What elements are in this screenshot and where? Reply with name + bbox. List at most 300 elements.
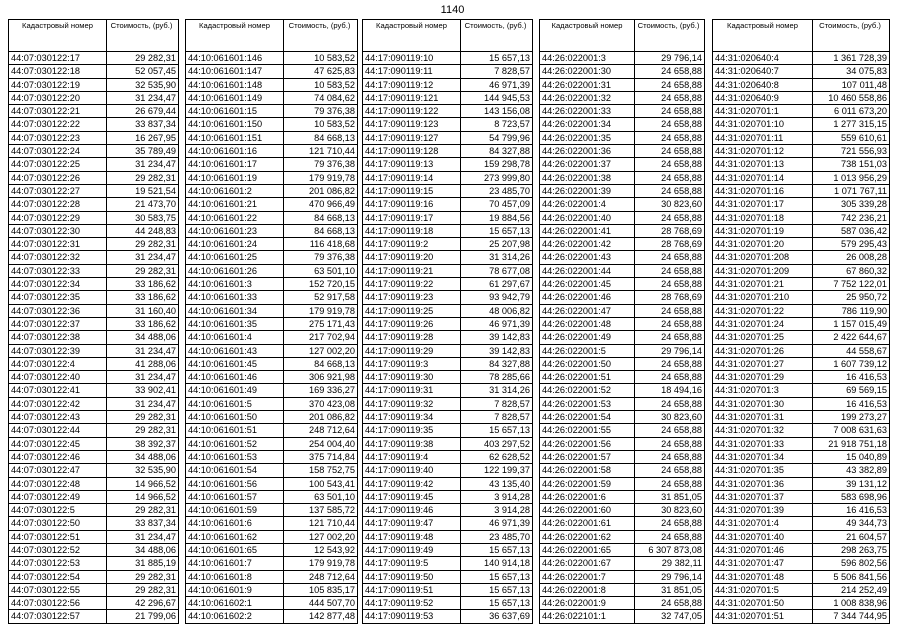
cadastral-number-cell: 44:17:090119:4 — [363, 450, 461, 463]
table-row — [186, 397, 358, 410]
value-cell: 298 263,75 — [813, 543, 890, 556]
table-row — [713, 384, 890, 397]
table-row — [186, 437, 358, 450]
table-row — [9, 171, 179, 184]
table-row — [713, 597, 890, 610]
value-cell: 444 507,70 — [284, 597, 358, 610]
table-row — [9, 424, 179, 437]
table-row — [186, 65, 358, 78]
cadastral-number-cell: 44:31:020701:51 — [713, 610, 813, 623]
cadastral-number-cell: 44:31:020701:11 — [713, 131, 813, 144]
value-cell: 16 267,95 — [107, 131, 179, 144]
value-cell: 248 712,64 — [284, 570, 358, 583]
table-row — [186, 504, 358, 517]
table-row — [9, 597, 179, 610]
value-cell: 28 768,69 — [635, 238, 705, 251]
value-cell: 79 376,38 — [284, 251, 358, 264]
table-row — [9, 477, 179, 490]
table-row — [186, 331, 358, 344]
table-row — [713, 371, 890, 384]
value-cell: 19 884,56 — [461, 211, 533, 224]
value-cell: 48 006,82 — [461, 304, 533, 317]
value-cell: 29 796,14 — [635, 570, 705, 583]
cadastral-number-cell: 44:17:090119:50 — [363, 570, 461, 583]
table-row — [186, 145, 358, 158]
cadastral-number-cell: 44:17:090119:42 — [363, 477, 461, 490]
table-row — [713, 517, 890, 530]
cadastral-table-5 — [712, 19, 890, 624]
table-row — [186, 583, 358, 596]
cadastral-number-cell: 44:07:030122:57 — [9, 610, 107, 623]
cadastral-number-cell: 44:10:061601:4 — [186, 331, 284, 344]
table-row — [9, 198, 179, 211]
table-row — [363, 264, 533, 277]
table-row — [713, 251, 890, 264]
cadastral-number-cell: 44:26:022001:37 — [540, 158, 635, 171]
cadastral-number-cell: 44:26:022001:38 — [540, 171, 635, 184]
table-row — [9, 610, 179, 623]
cadastral-number-cell: 44:31:020701:3 — [713, 384, 813, 397]
cadastral-number-cell: 44:10:061601:23 — [186, 224, 284, 237]
column-header-value: Стоимость, (руб.) — [284, 20, 358, 52]
table-row — [540, 371, 705, 384]
table-row — [186, 158, 358, 171]
table-row — [363, 304, 533, 317]
table-row — [363, 437, 533, 450]
value-cell: 470 966,49 — [284, 198, 358, 211]
value-cell: 15 657,13 — [461, 543, 533, 556]
cadastral-table-2 — [185, 19, 358, 624]
value-cell: 39 142,83 — [461, 344, 533, 357]
table-row — [9, 278, 179, 291]
cadastral-number-cell: 44:17:090119:28 — [363, 331, 461, 344]
cadastral-number-cell: 44:26:022001:52 — [540, 384, 635, 397]
value-cell: 6 307 873,08 — [635, 543, 705, 556]
cadastral-number-cell: 44:07:030122:18 — [9, 65, 107, 78]
table-row — [713, 464, 890, 477]
value-cell: 127 002,20 — [284, 530, 358, 543]
cadastral-number-cell: 44:31:020701:48 — [713, 570, 813, 583]
cadastral-number-cell: 44:07:030122:53 — [9, 557, 107, 570]
value-cell: 34 488,06 — [107, 543, 179, 556]
cadastral-number-cell: 44:10:061601:53 — [186, 450, 284, 463]
value-cell: 3 914,28 — [461, 490, 533, 503]
value-cell: 46 971,39 — [461, 517, 533, 530]
cadastral-number-cell: 44:07:030122:31 — [9, 238, 107, 251]
value-cell: 375 714,84 — [284, 450, 358, 463]
table-row — [713, 184, 890, 197]
table-row — [713, 171, 890, 184]
table-header-row — [363, 20, 533, 52]
cadastral-number-cell: 44:17:090119:22 — [363, 278, 461, 291]
cadastral-number-cell: 44:10:061601:150 — [186, 118, 284, 131]
cadastral-number-cell: 44:10:061602:1 — [186, 597, 284, 610]
cadastral-number-cell: 44:31:020701:27 — [713, 357, 813, 370]
cadastral-number-cell: 44:31:020701:35 — [713, 464, 813, 477]
value-cell: 84 327,88 — [461, 145, 533, 158]
table-row — [9, 224, 179, 237]
cadastral-number-cell: 44:10:061601:34 — [186, 304, 284, 317]
cadastral-number-cell: 44:31:020701:16 — [713, 184, 813, 197]
cadastral-table-3 — [362, 19, 533, 624]
value-cell: 29 282,31 — [107, 424, 179, 437]
cadastral-number-cell: 44:31:020701:21 — [713, 278, 813, 291]
table-header-row — [540, 20, 705, 52]
cadastral-number-cell: 44:26:022001:67 — [540, 557, 635, 570]
cadastral-number-cell: 44:26:022001:36 — [540, 145, 635, 158]
table-row — [186, 557, 358, 570]
cadastral-number-cell: 44:26:022001:47 — [540, 304, 635, 317]
table-row — [9, 78, 179, 91]
column-header-cadastral-number: Кадастровый номер — [713, 20, 813, 52]
cadastral-number-cell: 44:10:061601:149 — [186, 91, 284, 104]
cadastral-number-cell: 44:10:061601:148 — [186, 78, 284, 91]
table-row — [9, 357, 179, 370]
cadastral-number-cell: 44:17:090119:46 — [363, 504, 461, 517]
value-cell: 24 658,88 — [635, 357, 705, 370]
table-row — [540, 397, 705, 410]
value-cell: 31 234,47 — [107, 371, 179, 384]
table-row — [9, 411, 179, 424]
table-row — [186, 424, 358, 437]
cadastral-number-cell: 44:10:061601:59 — [186, 504, 284, 517]
cadastral-number-cell: 44:17:090119:53 — [363, 610, 461, 623]
value-cell: 52 057,45 — [107, 65, 179, 78]
value-cell: 29 282,31 — [107, 411, 179, 424]
table-row — [363, 371, 533, 384]
cadastral-number-cell: 44:31:020640:7 — [713, 65, 813, 78]
value-cell: 42 296,67 — [107, 597, 179, 610]
cadastral-number-cell: 44:07:030122:54 — [9, 570, 107, 583]
table-row — [186, 78, 358, 91]
value-cell: 10 583,52 — [284, 78, 358, 91]
value-cell: 16 416,53 — [813, 397, 890, 410]
table-row — [363, 517, 533, 530]
table-row — [540, 504, 705, 517]
table-row — [363, 171, 533, 184]
table-row — [9, 490, 179, 503]
value-cell: 587 036,42 — [813, 224, 890, 237]
cadastral-number-cell: 44:26:022001:9 — [540, 597, 635, 610]
table-row — [713, 91, 890, 104]
table-row — [186, 264, 358, 277]
value-cell: 31 885,19 — [107, 557, 179, 570]
table-row — [186, 464, 358, 477]
table-row — [363, 610, 533, 623]
cadastral-number-cell: 44:10:061601:51 — [186, 424, 284, 437]
cadastral-number-cell: 44:17:090119:121 — [363, 91, 461, 104]
table-row — [186, 477, 358, 490]
table-row — [363, 477, 533, 490]
value-cell: 78 285,66 — [461, 371, 533, 384]
cadastral-number-cell: 44:26:022001:46 — [540, 291, 635, 304]
table-row — [363, 105, 533, 118]
table-row — [186, 597, 358, 610]
cadastral-number-cell: 44:07:030122:47 — [9, 464, 107, 477]
value-cell: 179 919,78 — [284, 557, 358, 570]
cadastral-number-cell: 44:10:061601:24 — [186, 238, 284, 251]
table-row — [9, 464, 179, 477]
value-cell: 24 658,88 — [635, 91, 705, 104]
value-cell: 33 186,62 — [107, 317, 179, 330]
cadastral-number-cell: 44:31:020701:40 — [713, 530, 813, 543]
value-cell: 1 361 728,39 — [813, 52, 890, 65]
table-row — [9, 437, 179, 450]
table-row — [363, 570, 533, 583]
table-row — [186, 384, 358, 397]
cadastral-number-cell: 44:10:061601:43 — [186, 344, 284, 357]
cadastral-number-cell: 44:07:030122:5 — [9, 504, 107, 517]
cadastral-number-cell: 44:31:020701:37 — [713, 490, 813, 503]
cadastral-number-cell: 44:10:061602:2 — [186, 610, 284, 623]
cadastral-number-cell: 44:26:022001:50 — [540, 357, 635, 370]
cadastral-number-cell: 44:26:022001:6 — [540, 490, 635, 503]
table-row — [363, 291, 533, 304]
value-cell: 33 837,34 — [107, 118, 179, 131]
table-row — [713, 344, 890, 357]
cadastral-number-cell: 44:10:061601:54 — [186, 464, 284, 477]
value-cell: 23 485,70 — [461, 530, 533, 543]
value-cell: 29 282,31 — [107, 238, 179, 251]
cadastral-number-cell: 44:31:020701:33 — [713, 437, 813, 450]
table-row — [9, 264, 179, 277]
value-cell: 63 501,10 — [284, 490, 358, 503]
cadastral-number-cell: 44:07:030122:27 — [9, 184, 107, 197]
value-cell: 34 075,83 — [813, 65, 890, 78]
cadastral-table-4 — [539, 19, 705, 624]
value-cell: 30 823,60 — [635, 411, 705, 424]
cadastral-number-cell: 44:07:030122:24 — [9, 145, 107, 158]
value-cell: 24 658,88 — [635, 278, 705, 291]
cadastral-number-cell: 44:31:020701:31 — [713, 411, 813, 424]
value-cell: 29 796,14 — [635, 52, 705, 65]
value-cell: 16 416,53 — [813, 371, 890, 384]
table-row — [9, 211, 179, 224]
cadastral-number-cell: 44:10:061601:6 — [186, 517, 284, 530]
cadastral-number-cell: 44:26:022001:5 — [540, 344, 635, 357]
cadastral-number-cell: 44:17:090119:127 — [363, 131, 461, 144]
cadastral-number-cell: 44:26:022001:65 — [540, 543, 635, 556]
cadastral-number-cell: 44:26:022001:51 — [540, 371, 635, 384]
table-row — [363, 317, 533, 330]
table-row — [713, 105, 890, 118]
value-cell: 30 823,60 — [635, 198, 705, 211]
value-cell: 44 558,67 — [813, 344, 890, 357]
cadastral-number-cell: 44:31:020701:18 — [713, 211, 813, 224]
cadastral-number-cell: 44:17:090119:34 — [363, 411, 461, 424]
value-cell: 67 860,32 — [813, 264, 890, 277]
cadastral-number-cell: 44:07:030122:43 — [9, 411, 107, 424]
cadastral-number-cell: 44:07:030122:33 — [9, 264, 107, 277]
table-row — [363, 384, 533, 397]
table-row — [9, 317, 179, 330]
value-cell: 24 658,88 — [635, 145, 705, 158]
table-row — [713, 118, 890, 131]
table-row — [713, 357, 890, 370]
table-row — [713, 211, 890, 224]
value-cell: 54 799,96 — [461, 131, 533, 144]
table-row — [9, 52, 179, 65]
cadastral-number-cell: 44:17:090119:13 — [363, 158, 461, 171]
table-row — [363, 278, 533, 291]
cadastral-number-cell: 44:26:022001:32 — [540, 91, 635, 104]
value-cell: 14 966,52 — [107, 477, 179, 490]
value-cell: 29 282,31 — [107, 264, 179, 277]
cadastral-number-cell: 44:17:090119:45 — [363, 490, 461, 503]
cadastral-number-cell: 44:31:020701:22 — [713, 304, 813, 317]
cadastral-number-cell: 44:31:020701:209 — [713, 264, 813, 277]
table-row — [363, 490, 533, 503]
value-cell: 69 569,15 — [813, 384, 890, 397]
cadastral-number-cell: 44:07:030122:55 — [9, 583, 107, 596]
cadastral-number-cell: 44:31:020640:8 — [713, 78, 813, 91]
cadastral-number-cell: 44:17:090119:128 — [363, 145, 461, 158]
value-cell: 52 917,58 — [284, 291, 358, 304]
cadastral-number-cell: 44:07:030122:22 — [9, 118, 107, 131]
value-cell: 19 521,54 — [107, 184, 179, 197]
value-cell: 33 186,62 — [107, 278, 179, 291]
cadastral-number-cell: 44:07:030122:56 — [9, 597, 107, 610]
value-cell: 24 658,88 — [635, 131, 705, 144]
value-cell: 370 423,08 — [284, 397, 358, 410]
value-cell: 29 282,31 — [107, 171, 179, 184]
cadastral-number-cell: 44:07:030122:25 — [9, 158, 107, 171]
table-row — [713, 610, 890, 623]
table-row — [363, 184, 533, 197]
value-cell: 79 376,38 — [284, 105, 358, 118]
cadastral-number-cell: 44:17:090119:52 — [363, 597, 461, 610]
cadastral-number-cell: 44:07:030122:42 — [9, 397, 107, 410]
value-cell: 29 796,14 — [635, 344, 705, 357]
cadastral-number-cell: 44:31:020701:19 — [713, 224, 813, 237]
table-row — [540, 78, 705, 91]
table-row — [540, 543, 705, 556]
table-row — [9, 145, 179, 158]
table-row — [713, 224, 890, 237]
table-row — [9, 291, 179, 304]
table-row — [9, 504, 179, 517]
table-row — [186, 171, 358, 184]
cadastral-number-cell: 44:31:020701:50 — [713, 597, 813, 610]
value-cell: 7 828,57 — [461, 411, 533, 424]
column-header-value: Стоимость, (руб.) — [635, 20, 705, 52]
table-row — [540, 158, 705, 171]
cadastral-number-cell: 44:31:020701:39 — [713, 504, 813, 517]
table-row — [186, 184, 358, 197]
cadastral-number-cell: 44:17:090119:21 — [363, 264, 461, 277]
cadastral-number-cell: 44:17:090119:31 — [363, 384, 461, 397]
value-cell: 29 382,11 — [635, 557, 705, 570]
value-cell: 144 945,53 — [461, 91, 533, 104]
value-cell: 24 658,88 — [635, 450, 705, 463]
table-row — [540, 224, 705, 237]
value-cell: 24 658,88 — [635, 317, 705, 330]
value-cell: 15 657,13 — [461, 583, 533, 596]
value-cell: 31 851,05 — [635, 490, 705, 503]
table-row — [363, 224, 533, 237]
table-row — [363, 198, 533, 211]
table-row — [540, 118, 705, 131]
table-row — [9, 91, 179, 104]
cadastral-number-cell: 44:17:090119:35 — [363, 424, 461, 437]
cadastral-number-cell: 44:10:061601:2 — [186, 184, 284, 197]
value-cell: 36 637,69 — [461, 610, 533, 623]
value-cell: 29 282,31 — [107, 570, 179, 583]
table-row — [363, 78, 533, 91]
table-row — [540, 211, 705, 224]
table-row — [186, 517, 358, 530]
cadastral-number-cell: 44:26:022001:57 — [540, 450, 635, 463]
value-cell: 1 157 015,49 — [813, 317, 890, 330]
cadastral-number-cell: 44:26:022001:35 — [540, 131, 635, 144]
cadastral-number-cell: 44:31:020701:4 — [713, 517, 813, 530]
column-header-cadastral-number: Кадастровый номер — [9, 20, 107, 52]
table-row — [363, 450, 533, 463]
cadastral-number-cell: 44:07:030122:39 — [9, 344, 107, 357]
value-cell: 28 768,69 — [635, 224, 705, 237]
value-cell: 46 971,39 — [461, 317, 533, 330]
table-row — [363, 91, 533, 104]
cadastral-number-cell: 44:26:022001:44 — [540, 264, 635, 277]
table-row — [540, 424, 705, 437]
table-row — [363, 118, 533, 131]
table-row — [186, 610, 358, 623]
table-row — [713, 504, 890, 517]
cadastral-number-cell: 44:10:061601:9 — [186, 583, 284, 596]
value-cell: 49 344,73 — [813, 517, 890, 530]
value-cell: 24 658,88 — [635, 517, 705, 530]
value-cell: 61 297,67 — [461, 278, 533, 291]
value-cell: 1 008 838,96 — [813, 597, 890, 610]
table-row — [713, 145, 890, 158]
cadastral-number-cell: 44:26:022001:49 — [540, 331, 635, 344]
value-cell: 15 040,89 — [813, 450, 890, 463]
cadastral-number-cell: 44:07:030122:48 — [9, 477, 107, 490]
table-row — [9, 344, 179, 357]
table-row — [540, 65, 705, 78]
table-row — [540, 52, 705, 65]
value-cell: 44 248,83 — [107, 224, 179, 237]
column-header-cadastral-number: Кадастровый номер — [363, 20, 461, 52]
cadastral-number-cell: 44:26:022001:48 — [540, 317, 635, 330]
cadastral-number-cell: 44:31:020701:14 — [713, 171, 813, 184]
value-cell: 100 543,41 — [284, 477, 358, 490]
cadastral-number-cell: 44:17:090119:14 — [363, 171, 461, 184]
table-row — [363, 543, 533, 556]
table-row — [9, 65, 179, 78]
table-row — [713, 291, 890, 304]
cadastral-number-cell: 44:26:022001:42 — [540, 238, 635, 251]
cadastral-number-cell: 44:07:030122:52 — [9, 543, 107, 556]
table-row — [9, 450, 179, 463]
table-row — [363, 331, 533, 344]
table-row — [713, 52, 890, 65]
value-cell: 137 585,72 — [284, 504, 358, 517]
value-cell: 41 288,06 — [107, 357, 179, 370]
cadastral-number-cell: 44:17:090119:25 — [363, 304, 461, 317]
value-cell: 62 628,52 — [461, 450, 533, 463]
cadastral-number-cell: 44:10:061601:50 — [186, 411, 284, 424]
table-row — [540, 171, 705, 184]
table-row — [713, 238, 890, 251]
cadastral-number-cell: 44:17:090119:23 — [363, 291, 461, 304]
cadastral-number-cell: 44:07:030122:21 — [9, 105, 107, 118]
value-cell: 306 921,98 — [284, 371, 358, 384]
cadastral-number-cell: 44:07:030122:17 — [9, 52, 107, 65]
cadastral-number-cell: 44:07:030122:44 — [9, 424, 107, 437]
value-cell: 21 604,57 — [813, 530, 890, 543]
cadastral-number-cell: 44:17:090119:48 — [363, 530, 461, 543]
